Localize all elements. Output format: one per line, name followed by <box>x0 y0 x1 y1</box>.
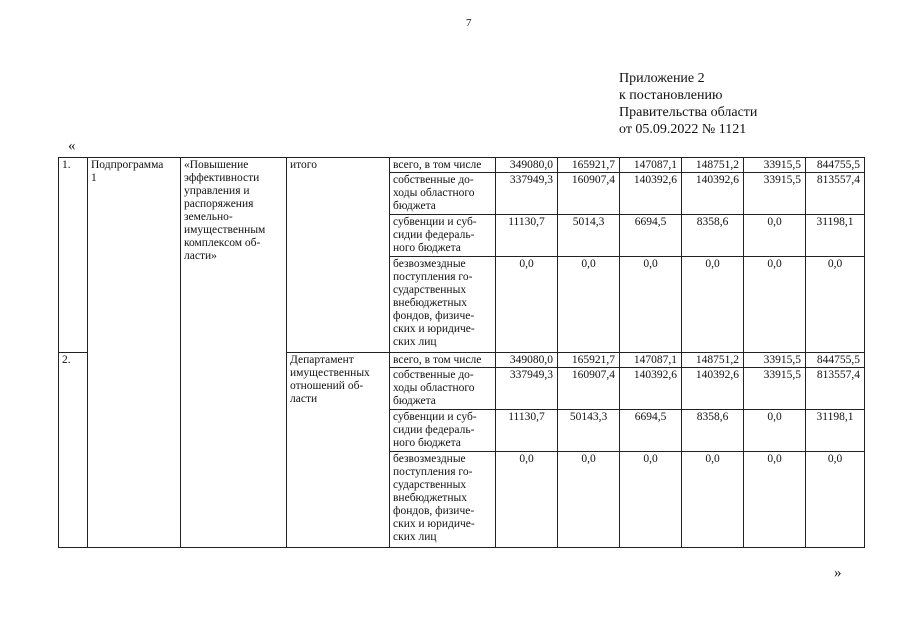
executor-department: Департамент имущественных отношений об- ласти <box>287 353 390 548</box>
appendix-line-2: к постановлению <box>619 88 723 103</box>
value-cell: 148751,2 <box>682 353 744 368</box>
value-cell: 349080,0 <box>496 158 558 173</box>
value-cell: 0,0 <box>682 257 744 353</box>
value-cell: 11130,7 <box>496 410 558 452</box>
table-row <box>59 158 865 173</box>
value-cell: 160907,4 <box>558 368 620 410</box>
source-extrabudgetary: безвозмездные поступления го- сударственных внебюджетных фондов, физиче- ских и юридиче- ских лиц <box>390 452 496 548</box>
value-cell: 813557,4 <box>806 368 865 410</box>
value-cell: 337949,3 <box>496 368 558 410</box>
source-own-revenue: собственные до- ходы областного бюджета <box>390 173 496 215</box>
value-cell: 844755,5 <box>806 158 865 173</box>
quote-close: » <box>834 565 842 581</box>
value-cell: 0,0 <box>744 452 806 548</box>
value-cell: 148751,2 <box>682 158 744 173</box>
value-cell: 140392,6 <box>682 173 744 215</box>
appendix-line-4: от 05.09.2022 № 1121 <box>619 122 747 137</box>
value-cell: 5014,3 <box>558 215 620 257</box>
value-cell: 160907,4 <box>558 173 620 215</box>
executor-total: итого <box>287 158 390 353</box>
source-federal-subsidies: субвенции и суб- сидии федераль- ного бюджета <box>390 410 496 452</box>
value-cell: 165921,7 <box>558 158 620 173</box>
value-cell: 0,0 <box>806 452 865 548</box>
source-federal-subsidies: субвенции и суб- сидии федераль- ного бюджета <box>390 215 496 257</box>
value-cell: 140392,6 <box>620 173 682 215</box>
source-own-revenue: собственные до- ходы областного бюджета <box>390 368 496 410</box>
value-cell: 0,0 <box>806 257 865 353</box>
appendix-line-1: Приложение 2 <box>619 71 705 86</box>
value-cell: 0,0 <box>620 452 682 548</box>
value-cell: 33915,5 <box>744 353 806 368</box>
value-cell: 0,0 <box>682 452 744 548</box>
value-cell: 140392,6 <box>682 368 744 410</box>
value-cell: 0,0 <box>496 257 558 353</box>
value-cell: 8358,6 <box>682 215 744 257</box>
value-cell: 0,0 <box>558 452 620 548</box>
value-cell: 31198,1 <box>806 410 865 452</box>
value-cell: 8358,6 <box>682 410 744 452</box>
budget-table <box>58 157 865 548</box>
value-cell: 0,0 <box>496 452 558 548</box>
value-cell: 50143,3 <box>558 410 620 452</box>
row-number: 2. <box>59 353 88 548</box>
value-cell: 813557,4 <box>806 173 865 215</box>
value-cell: 0,0 <box>744 215 806 257</box>
value-cell: 337949,3 <box>496 173 558 215</box>
program-name: «Повышение эффективности управления и распоряжения земельно- имущественным комплексом об- ласти» <box>181 158 287 548</box>
value-cell: 11130,7 <box>496 215 558 257</box>
value-cell: 33915,5 <box>744 158 806 173</box>
value-cell: 0,0 <box>744 257 806 353</box>
value-cell: 147087,1 <box>620 158 682 173</box>
appendix-header <box>619 70 757 138</box>
program-label: Подпрограмма 1 <box>88 158 181 548</box>
row-number: 1. <box>59 158 88 353</box>
value-cell: 31198,1 <box>806 215 865 257</box>
value-cell: 6694,5 <box>620 410 682 452</box>
appendix-line-3: Правительства области <box>619 105 758 120</box>
source-extrabudgetary: безвозмездные поступления го- сударственных внебюджетных фондов, физиче- ских и юридиче- ских лиц <box>390 257 496 353</box>
source-total: всего, в том числе <box>390 158 496 173</box>
value-cell: 0,0 <box>744 410 806 452</box>
value-cell: 140392,6 <box>620 368 682 410</box>
value-cell: 147087,1 <box>620 353 682 368</box>
value-cell: 0,0 <box>620 257 682 353</box>
value-cell: 165921,7 <box>558 353 620 368</box>
quote-open: « <box>68 138 76 154</box>
value-cell: 33915,5 <box>744 173 806 215</box>
page-number: 7 <box>466 17 472 29</box>
value-cell: 0,0 <box>558 257 620 353</box>
value-cell: 349080,0 <box>496 353 558 368</box>
value-cell: 6694,5 <box>620 215 682 257</box>
value-cell: 844755,5 <box>806 353 865 368</box>
value-cell: 33915,5 <box>744 368 806 410</box>
source-total: всего, в том числе <box>390 353 496 368</box>
